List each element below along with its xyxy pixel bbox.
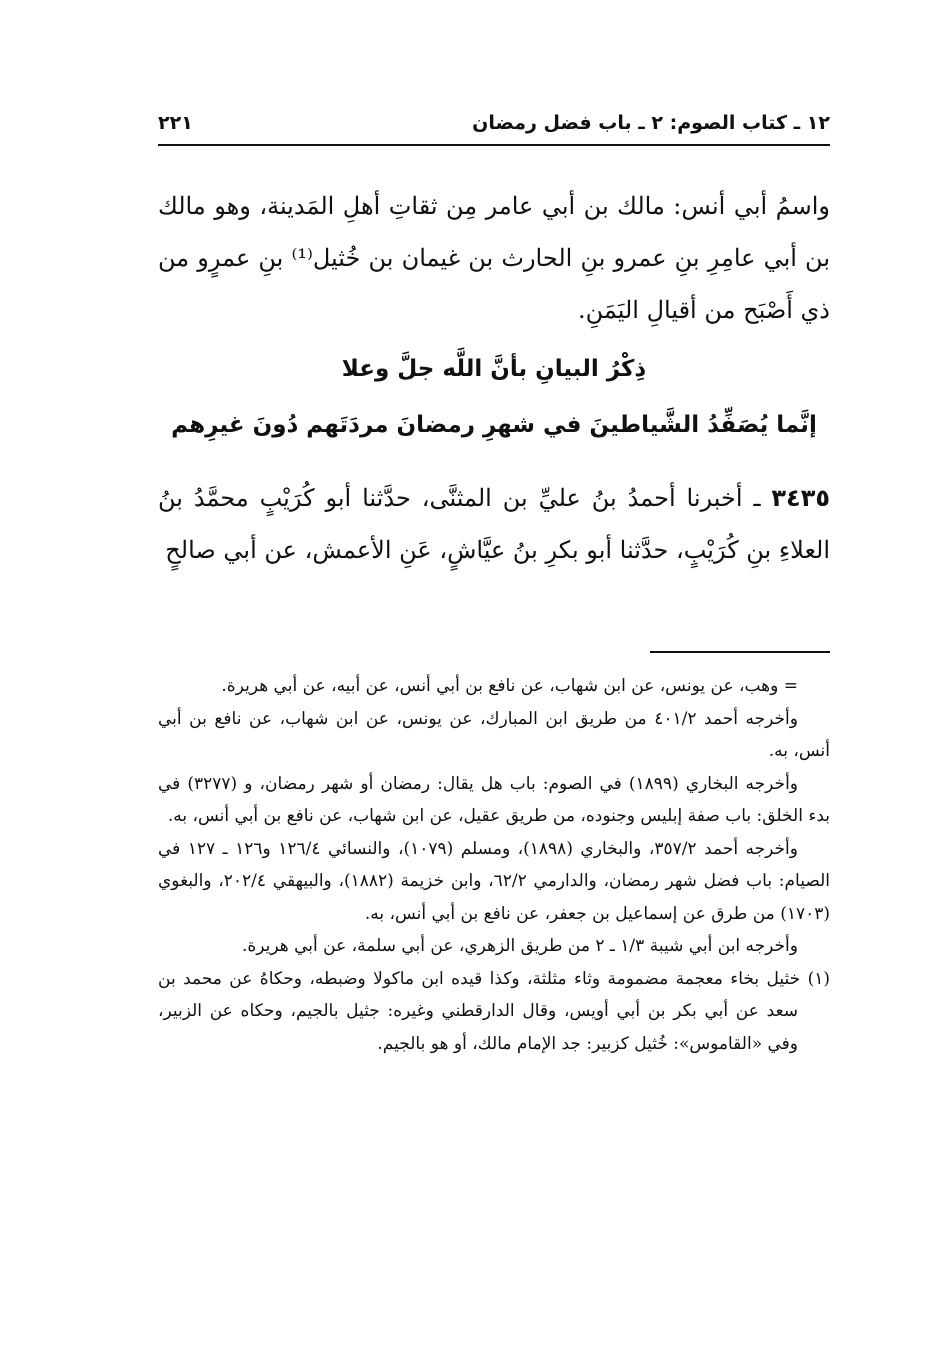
footnote-divider (650, 651, 830, 653)
page-header (158, 100, 830, 140)
hadith-paragraph (158, 472, 830, 576)
footnote-1: (١) خثيل بخاء معجمة مضمومة وثاء مثلثة، وكذا قيده ابن ماكولا وضبطه، وحكاهُ عن محمد بن سعد عن أبي بكر بن أبي أويس، وقال الدارقطني وغيره: جثيل بالجيم، وحكاه عن الزبير، وفي «القاموس»: خُثيل كزبير: جد الإمام مالك، أو هو بالجيم. (158, 968, 830, 1054)
section-heading-line-1: ذِكْرُ البيانِ بأنَّ اللَّه جلَّ وعلا (341, 356, 647, 382)
page-number: ٢٢١ (158, 112, 193, 134)
header-divider (158, 144, 830, 146)
footnote-continuation: = وهب، عن يونس، عن ابن شهاب، عن نافع بن أبي أنس، عن أبيه، عن أبي هريرة. (221, 676, 798, 696)
footnote-paragraph: وأخرجه أحمد ٤٠١/٢ من طريق ابن المبارك، عن يونس، عن ابن شهاب، عن نافع بن أبي أنس، به. (158, 708, 830, 761)
footnotes (158, 670, 830, 1060)
hadith-text: ـ أخبرنا أحمدُ بنُ عليِّ بن المثنَّى، حدَّثنا أبو كُرَيْبٍ محمَّدُ بنُ العلاءِ بنِ كُرَيْبٍ، حدَّثنا أبو بكرِ بنُ عيَّاشٍ، عَنِ الأعمش، عن أبي صالحٍ (158, 484, 830, 564)
book-page (158, 100, 830, 1054)
hadith-number: ٣٤٣٥ (771, 484, 830, 512)
section-heading-line-2: إنَّما يُصَفِّدُ الشَّياطينَ في شهرِ رمضانَ مردَتَهم دُونَ غيرِهم (171, 412, 817, 438)
footnote-paragraph: وأخرجه أحمد ٣٥٧/٢، والبخاري (١٨٩٨)، ومسلم (١٠٧٩)، والنسائي ١٢٦/٤ و١٢٦ ـ ١٢٧ في الصيام: باب فضل شهر رمضان، والدارمي ٦٢/٢، وابن خزيمة (١٨٨٢)، والبيهقي ٢٠٢/٤، والبغوي (١٧٠٣) من طرق عن إسماعيل بن جعفر، عن نافع بن أبي أنس، به. (158, 838, 830, 924)
running-title: ١٢ ـ كتاب الصوم: ٢ ـ باب فضل رمضان (472, 112, 830, 134)
body-paragraph: واسمُ أبي أنس: مالك بن أبي عامر مِن ثقاتِ أهلِ المَدينة، وهو مالك بن أبي عامِرِ بنِ عمرو بنِ الحارث بن غيمان بن خُثيل⁽¹⁾ بنِ عمرٍو من ذي أَصْبَح من أقيالِ اليَمَنِ. (158, 192, 830, 324)
main-text (158, 180, 830, 336)
footnote-paragraph: وأخرجه البخاري (١٨٩٩) في الصوم: باب هل يقال: رمضان أو شهر رمضان، و (٣٢٧٧) في بدء الخلق: باب صفة إبليس وجنوده، من طريق عقيل، عن ابن شهاب، عن نافع بن أبي أنس، به. (158, 773, 830, 826)
footnote-paragraph: وأخرجه ابن أبي شيبة ١/٣ ـ ٢ من طريق الزهري، عن أبي سلمة، عن أبي هريرة. (241, 936, 798, 956)
